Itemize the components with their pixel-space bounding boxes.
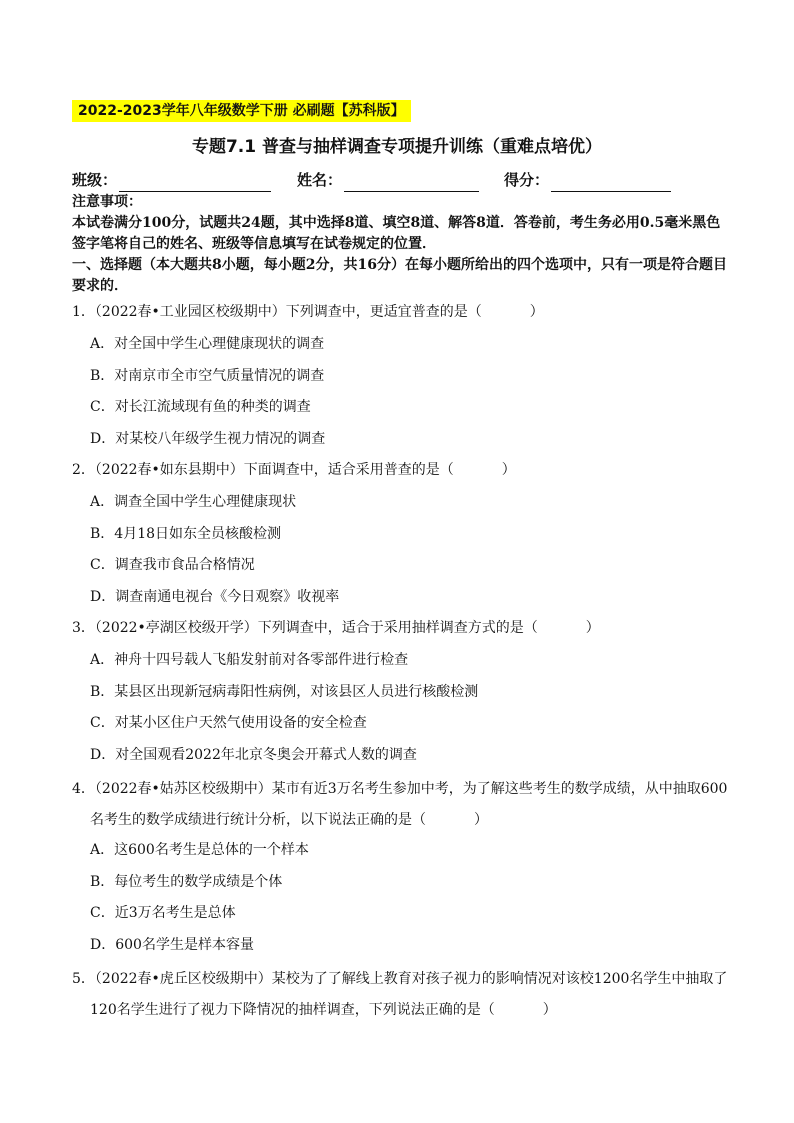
page-title: 专题7.1 普查与抽样调查专项提升训练（重难点培优）	[191, 137, 603, 157]
score-label: 得分：	[504, 171, 550, 189]
option-d[interactable]: D．对全国观看2022年北京冬奥会开幕式人数的调查	[90, 746, 417, 763]
exam-notes	[72, 192, 727, 297]
option-c[interactable]: C．对某小区住户天然气使用设备的安全检查	[90, 715, 367, 731]
question-4	[72, 774, 732, 957]
question-3	[72, 616, 732, 767]
question-list	[72, 300, 732, 1028]
option-d[interactable]: D．调查南通电视台《今日观察》收视率	[90, 588, 340, 605]
option-c[interactable]: C．调查我市食品合格情况	[90, 557, 255, 573]
option-c[interactable]: C．近3万名考生是总体	[90, 905, 236, 921]
option-b[interactable]: B．每位考生的数学成绩是个体	[90, 873, 283, 890]
score-field[interactable]	[504, 168, 671, 192]
option-c[interactable]: C．对长江流域现有鱼的种类的调查	[90, 399, 311, 415]
question-1	[72, 300, 732, 451]
series-banner: 2022-2023学年八年级数学下册 必刷题【苏科版】	[72, 100, 411, 122]
option-b[interactable]: B．对南京市全市空气质量情况的调查	[90, 367, 325, 384]
question-stem: 3．（2022•亭湖区校级开学）下列调查中，适合于采用抽样调查方式的是（ ）	[72, 620, 600, 636]
student-info-row	[72, 168, 722, 192]
section-heading: 一、选择题（本大题共8小题，每小题2分，共16分）在每小题所给出的四个选项中，只有一项是符合题目要求的．	[72, 257, 727, 294]
question-5	[72, 964, 732, 1026]
option-a[interactable]: A．对全国中学生心理健康现状的调查	[90, 336, 325, 352]
class-blank-line	[119, 174, 271, 192]
notes-heading: 注意事项：	[72, 194, 142, 210]
question-stem: 2．（2022春•如东县期中）下面调查中，适合采用普查的是（ ）	[72, 462, 516, 478]
option-a[interactable]: A．调查全国中学生心理健康现状	[90, 494, 297, 510]
class-field[interactable]	[72, 168, 271, 192]
class-label: 班级：	[72, 171, 118, 189]
question-2	[72, 458, 732, 609]
option-d[interactable]: D．600名学生是样本容量	[90, 936, 254, 953]
option-d[interactable]: D．对某校八年级学生视力情况的调查	[90, 430, 326, 447]
name-blank-line	[344, 174, 479, 192]
notes-body: 本试卷满分100分，试题共24题，其中选择8道、填空8道、解答8道．答卷前，考生务必用0.5毫米黑色签字笔将自己的姓名、班级等信息填写在试卷规定的位置．	[72, 215, 721, 252]
option-b[interactable]: B．某县区出现新冠病毒阳性病例，对该县区人员进行核酸检测	[90, 683, 479, 700]
option-a[interactable]: A．神舟十四号载人飞船发射前对各零部件进行检查	[90, 652, 409, 668]
name-label: 姓名：	[297, 171, 343, 189]
option-b[interactable]: B．4月18日如东全员核酸检测	[90, 525, 282, 542]
option-a[interactable]: A．这600名考生是总体的一个样本	[90, 842, 309, 858]
question-stem: 4．（2022春•姑苏区校级期中）某市有近3万名考生参加中考，为了解这些考生的数学成绩，从中抽取600 名考生的数学成绩进行统计分析，以下说法正确的是（ ）	[72, 781, 728, 828]
question-stem: 5．（2022春•虎丘区校级期中）某校为了了解线上教育对孩子视力的影响情况对该校1200名学生中抽取了 120名学生进行了视力下降情况的抽样调查，下列说法正确的是（ ）	[72, 971, 728, 1018]
name-field[interactable]	[297, 168, 479, 192]
question-stem: 1．（2022春•工业园区校级期中）下列调查中，更适宜普查的是（ ）	[72, 304, 544, 320]
score-blank-line	[551, 174, 671, 192]
